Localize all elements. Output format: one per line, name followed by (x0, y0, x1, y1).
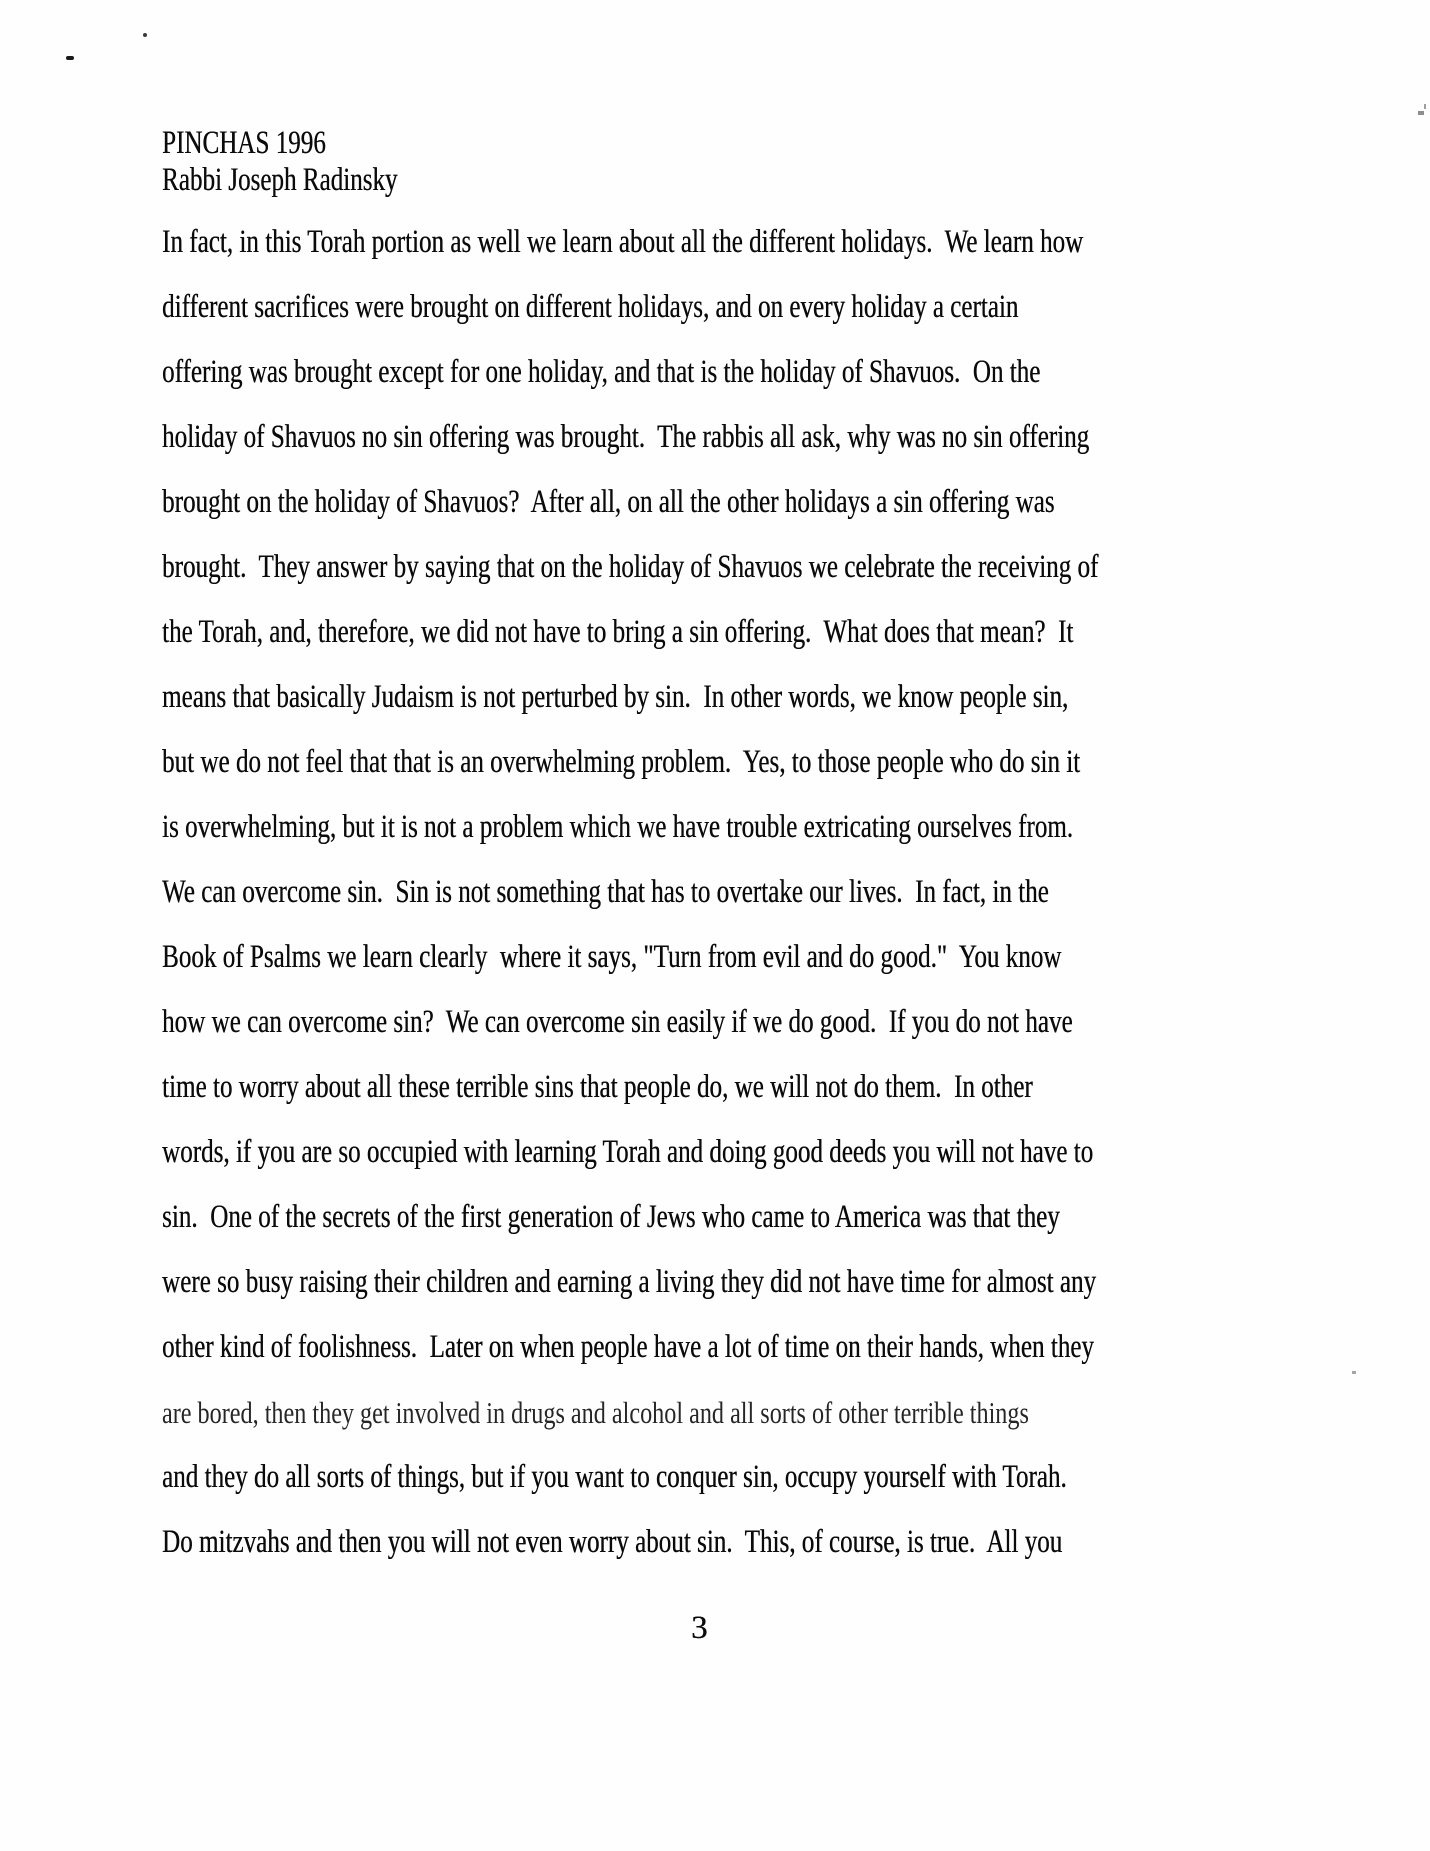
text-line: brought on the holiday of Shavuos? After all, on all the other holidays a sin offering was (162, 484, 1055, 520)
text-line: are bored, then they get involved in drugs and alcohol and all sorts of other terrible things (162, 1395, 1029, 1430)
text-line: but we do not feel that that is an overwhelming problem. Yes, to those people who do sin it (162, 744, 1081, 780)
text-line: and they do all sorts of things, but if you want to conquer sin, occupy yourself with Torah. (162, 1459, 1067, 1495)
document-header (162, 125, 472, 199)
text-line: the Torah, and, therefore, we did not have to bring a sin offering. What does that mean? It (162, 614, 1074, 650)
text-line: is overwhelming, but it is not a problem which we have trouble extricating ourselves from. (162, 809, 1074, 845)
scan-speck (66, 56, 74, 60)
text-line: In fact, in this Torah portion as well we learn about all the different holidays. We learn how (162, 224, 1084, 260)
scan-speck (143, 33, 147, 37)
scan-speck (1418, 111, 1424, 115)
text-line: time to worry about all these terrible sins that people do, we will not do them. In other (162, 1069, 1033, 1105)
text-line: offering was brought except for one holiday, and that is the holiday of Shavuos. On the (162, 354, 1041, 390)
text-line: We can overcome sin. Sin is not something that has to overtake our lives. In fact, in the (162, 874, 1049, 910)
document-title: PINCHAS 1996 (162, 125, 326, 161)
text-line: sin. One of the secrets of the first generation of Jews who came to America was that they (162, 1199, 1060, 1235)
text-line: means that basically Judaism is not perturbed by sin. In other words, we know people sin, (162, 679, 1069, 715)
text-line: Do mitzvahs and then you will not even worry about sin. This, of course, is true. All you (162, 1524, 1063, 1560)
text-line: were so busy raising their children and earning a living they did not have time for almost any (162, 1264, 1096, 1300)
document-author: Rabbi Joseph Radinsky (162, 162, 398, 198)
page-number: 3 (691, 1610, 708, 1646)
text-line: different sacrifices were brought on different holidays, and on every holiday a certain (162, 289, 1019, 325)
text-line: other kind of foolishness. Later on when people have a lot of time on their hands, when they (162, 1329, 1094, 1365)
text-line: words, if you are so occupied with learning Torah and doing good deeds you will not have to (162, 1134, 1094, 1170)
document-body (162, 210, 1394, 1575)
text-line: brought. They answer by saying that on the holiday of Shavuos we celebrate the receiving of (162, 549, 1099, 585)
scan-speck (1424, 104, 1426, 109)
text-line: how we can overcome sin? We can overcome sin easily if we do good. If you do not have (162, 1004, 1073, 1040)
text-line: holiday of Shavuos no sin offering was brought. The rabbis all ask, why was no sin offering (162, 419, 1090, 455)
text-line: Book of Psalms we learn clearly where it says, "Turn from evil and do good." You know (162, 939, 1062, 975)
